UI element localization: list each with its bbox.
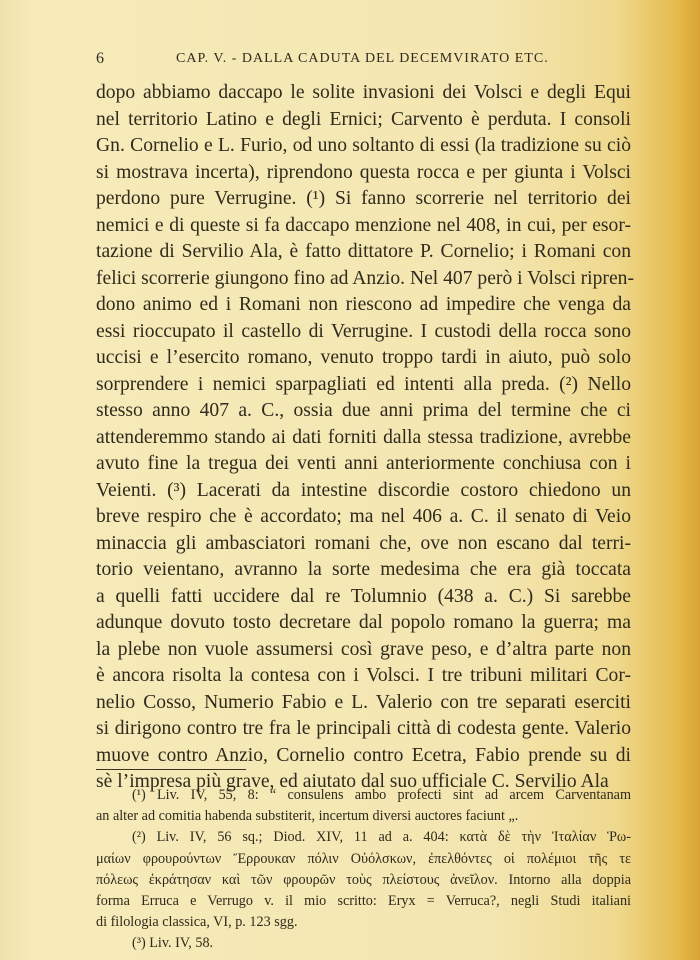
body-line: avuto fine la tregua dei venti anni anteriormente conchiusa con i (96, 453, 631, 474)
body-line: sorprendere i nemici sparpagliati ed intenti alla preda. (²) Nello (96, 373, 631, 395)
footnote-line: (²) Liv. IV, 56 sq.; Diod. XIV, 11 ad a. 404: κατὰ δὲ τὴν Ἰταλίαν Ῥω- (132, 829, 631, 846)
chapter-title: CAP. V. - DALLA CADUTA DEL DECEMVIRATO ETC. (176, 51, 549, 66)
body-line: minaccia gli ambasciatori romani che, ove non escano dal terri- (96, 532, 631, 554)
body-line: la plebe non vuole assumersi così grave peso, e d’altra parte non (96, 638, 631, 660)
footnote-line: μαίων φρουρούντων Ἔρρουκαν πόλιν Οὐόλσκων, ἐπελθόντες οἱ πολέμιοι τῆς τε (96, 850, 631, 867)
body-line: dono animo ed i Romani non riescono ad impedire che venga da (96, 294, 631, 315)
body-line: nelio Cosso, Numerio Fabio e L. Valerio con tre separati eserciti (96, 691, 631, 713)
body-line: sè l’impresa più grave, ed aiutato dal suo ufficiale C. Servilio Ala (96, 771, 609, 792)
body-line: uccisi e l’esercito romano, venuto troppo tardi in aiuto, può solo (96, 347, 631, 368)
footnote-line: forma Erruca e Verrugo v. il mio scritto: Eryx = Verruca?, negli Studi italiani (96, 893, 631, 910)
footnote-line: πόλεως ἐκράτησαν καὶ τῶν φρουρῶν τοὺς πλείστους ἀνεῖλον. Intorno alla doppia (96, 871, 631, 888)
body-line: è ancora risolta la contesa con i Volsci. I tre tribuni militari Cor- (96, 665, 631, 686)
footnote-line: (¹) Liv. IV, 55, 8: “ consulens ambo profecti sint ad arcem Carventanam (132, 787, 631, 803)
body-line: breve respiro che è accordato; ma nel 406 a. C. il senato di Veio (96, 506, 631, 527)
body-line: felici scorrerie giungono fino ad Anzio. Nel 407 però i Volsci ripren- (96, 267, 634, 289)
footnote-line: an alter ad comitia habenda substiterit, incertum diversi auctores faciunt „. (96, 808, 519, 825)
body-line: muove contro Anzio, Cornelio contro Ecetra, Fabio prende su di (96, 744, 631, 766)
footnote-line: di filologia classica, VI, p. 123 sgg. (96, 914, 298, 931)
page-gutter (0, 0, 28, 960)
body-line: nemici e di queste si fa daccapo menzione nel 408, in cui, per esor- (96, 214, 631, 236)
body-line: Gn. Cornelio e L. Furio, od uno soltanto di essi (la tradizione su ciò (96, 135, 631, 156)
footnotes (96, 785, 631, 955)
body-line: dopo abbiamo daccapo le solite invasioni dei Volsci e degli Equi (96, 82, 631, 103)
body-line: Veienti. (³) Lacerati da intestine discordie costoro chiedono un (96, 479, 631, 501)
body-line: si dirigono contro tre fra le principali città di codesta gente. Valerio (96, 718, 631, 739)
body-line: torio veientano, avranno la sorte medesima che era già toccata (96, 559, 631, 580)
body-line: nel territorio Latino e degli Ernici; Carvento è perduta. I consoli (96, 108, 631, 130)
body-line: a quelli fatti uccidere dal re Tolumnio (438 a. C.) Si sarebbe (96, 585, 631, 607)
body-line: essi rioccupato il castello di Verrugine. I custodi della rocca sono (96, 320, 631, 342)
footnote-rule (96, 769, 246, 770)
body-line: adunque dovuto tosto decretare dal popolo romano la guerra; ma (96, 612, 631, 633)
body-line: si mostrava incerta), riprendono questa rocca e per giunta i Volsci (96, 161, 631, 183)
page-number: 6 (96, 50, 105, 67)
body-line: stesso anno 407 a. C., ossia due anni prima del termine che ci (96, 400, 631, 421)
body-line: tazione di Servilio Ala, è fatto dittatore P. Cornelio; i Romani con (96, 241, 631, 262)
body-line: perdono pure Verrugine. (¹) Si fanno scorrerie nel territorio dei (96, 188, 631, 209)
body-text (96, 80, 634, 796)
footnote-line: (³) Liv. IV, 58. (132, 935, 214, 952)
body-line: attenderemmo stando ai dati forniti dalla stessa tradizione, avrebbe (96, 426, 631, 448)
